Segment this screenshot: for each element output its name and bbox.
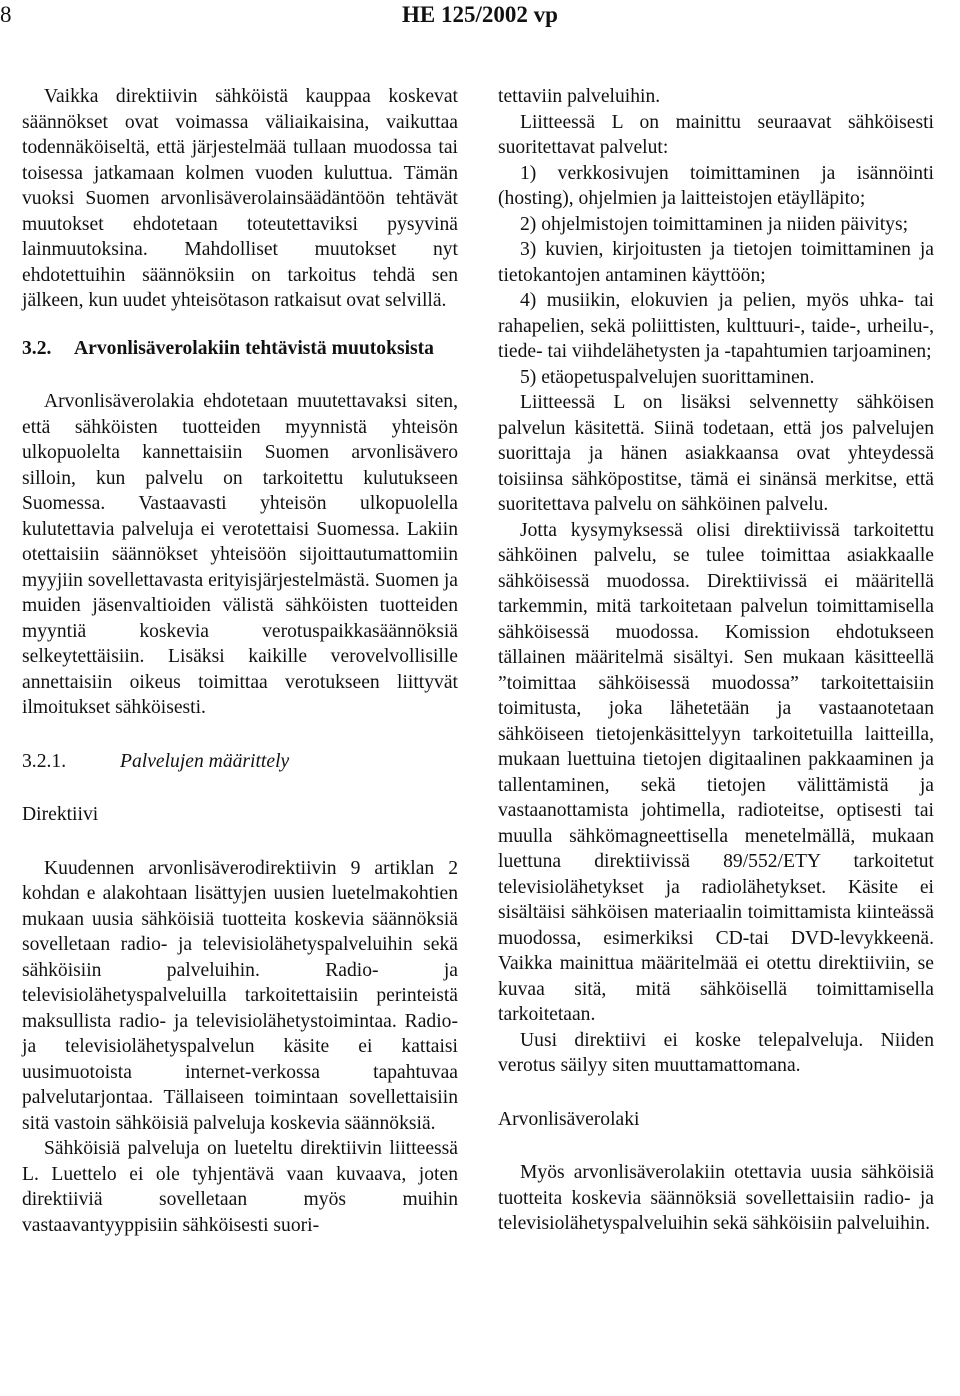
section-heading (22, 336, 458, 362)
subsection-heading (22, 749, 458, 775)
paragraph: Vaikka direktiivin sähköistä kauppaa koskevat säännökset ovat voimassa väliaikaisina, vaikuttaa todennäköiseltä, että järjestelmää tullaan muodossa tai toisessa jatkamaan kolmen vuoden kuluttua. Tämän vuoksi Suomen arvonlisäverolainsäädäntöön tehtävät muutokset ehdotetaan toteutettaviksi pysyvinä lainmuutoksina. Mahdolliset muutokset nyt ehdotettuihin säännöksiin on tarkoitus tehdä sen jälkeen, kun uudet yhteisötason ratkaisut ovat selvillä. (22, 86, 458, 311)
paragraph: Liitteessä L on mainittu seuraavat sähköisesti suoritettavat palvelut: (498, 111, 934, 158)
list-item: 1) verkkosivujen toimittaminen ja isännöinti (hosting), ohjelmien ja laitteistojen etäylläpito; (498, 162, 934, 209)
paragraph: Kuudennen arvonlisäverodirektiivin 9 artiklan 2 kohdan e alakohtaan lisättyjen uusien luetelmakohtien mukaan uusia sähköisiä tuotteita koskevia säännöksiä sovelletaan radio- ja televisiolähetyspalveluihin sekä sähköisiin palveluihin. Radio- ja televisiolähetyspalveluilla tarkoitettaisiin perinteistä maksullista radio- ja televisiolähetystoimintaa. Radio- ja televisiolähetyspalvelun käsite ei kattaisi uusimuotoista internet-verkossa tapahtuvaa palvelutarjontaa. Tällaiseen toimintaan sovellettaisiin sitä vastoin sähköisiä palveluja koskevia säännöksiä. (22, 857, 458, 1134)
page-number: 8 (0, 2, 12, 27)
paragraph: Myös arvonlisäverolakiin otettavia uusia sähköisiä tuotteita koskevia säännöksiä sovellettaisiin radio- ja televisiolähetyspalveluihin sekä sähköisiin palveluihin. (498, 1162, 934, 1234)
list-item: 5) etäopetuspalvelujen suorittaminen. (520, 366, 815, 388)
paragraph: Arvonlisäverolakia ehdotetaan muutettavaksi siten, että sähköisten tuotteiden myynnistä yhteisön ulkopuolelta kannettaisiin Suomen arvonlisävero silloin, kun palvelu on tarkoitettu kulutukseen Suomessa. Vastaavasti yhteisön ulkopuolella kulutettavia palveluja ei verotettaisi Suomessa. Lakiin otettaisiin säännökset yhteisöön sijoittautumattomiin myyjiin sovellettavasta erityisjärjestelmästä. Suomen ja muiden jäsenvaltioiden välistä sähköisten tuotteiden myyntiä koskevia verotuspaikkasäännöksiä selkeytettäisiin. Lisäksi kaikille verovelvollisille annettaisiin oikeus toimittaa verotukseen liittyvät ilmoitukset sähköisesti. (22, 391, 458, 718)
paragraph: tettaviin palveluihin. (498, 86, 661, 107)
subheading: Direktiivi (22, 804, 99, 825)
paragraph: Jotta kysymyksessä olisi direktiivissä tarkoitettu sähköinen palvelu, se tulee toimittaa asiakkaalle sähköisessä muodossa. Direktiivissä ei määritellä tarkemmin, mitä tarkoitetaan palvelun toimittamisella sähköisessä muodossa. Komission ehdotukseen tällainen määritelmä sisältyi. Sen mukaan käsitteellä ”toimittaa sähköisessä muodossa” tarkoitettaisiin toimitusta, joka lähetetään ja vastaanotetaan sähköiseen tietojenkäsittelyyn tarkoitetuilla laitteilla, mukaan luettuina tietojen digitaalinen pakkaaminen ja tallentaminen, sekä tietojen välittämistä ja vastaanottamista johtimella, radioteitse, optisesti tai muulla sähkömagneettisella menetelmällä, mukaan luettuna direktiivissä 89/552/ETY tarkoitetut televisiolähetykset ja radiolähetykset. Käsite ei sisältäisi sähköisen materiaalin toimittamista kiinteässä muodossa, esimerkiksi CD-tai DVD-levykkeenä. Vaikka mainittua määritelmää ei otettu direktiiviin, se kuvaa sitä, mitä sähköisellä toimittamisella tarkoitetaan. (498, 519, 934, 1025)
section-number: 3.2. (22, 337, 52, 359)
page-header (0, 0, 960, 40)
subsection-number: 3.2.1. (22, 750, 67, 772)
list-item: 2) ohjelmistojen toimittaminen ja niiden päivitys; (520, 213, 909, 235)
list-item: 4) musiikin, elokuvien ja pelien, myös uhka- tai rahapelien, sekä poliittisten, kulttuuri-, taide-, urheilu-, tiede- tai viihdelähetysten ja -tapahtumien tarjoaminen; (498, 290, 934, 362)
paragraph: Sähköisiä palveluja on lueteltu direktiivin liitteessä L. Luettelo ei ole tyhjentävä vaan kuvaava, joten direktiiviä sovelletaan myös muihin vastaavantyyppisiin sähköisesti suori- (22, 1138, 458, 1236)
paragraph: Liitteessä L on lisäksi selvennetty sähköisen palvelun käsitettä. Siinä todetaan, että jos palvelujen suorittaja ja hänen asiakkaansa ovat yhteydessä toisiinsa sähköpostitse, tämä ei sinänsä merkitse, että suoritettava palvelu on sähköinen palvelu. (498, 392, 934, 515)
subheading: Arvonlisäverolaki (498, 1108, 640, 1130)
section-title: Arvonlisäverolakiin tehtävistä muutoksista (74, 337, 434, 359)
list-item: 3) kuvien, kirjoitusten ja tietojen toimittaminen ja tietokantojen antaminen käyttöön; (498, 239, 934, 286)
left-column (22, 84, 458, 1238)
paragraph: Uusi direktiivi ei koske telepalveluja. Niiden verotus säilyy siten muuttamattomana. (498, 1029, 934, 1076)
subsection-title: Palvelujen määrittely (120, 750, 290, 772)
document-id: HE 125/2002 vp (402, 2, 558, 27)
right-column (498, 84, 934, 1237)
